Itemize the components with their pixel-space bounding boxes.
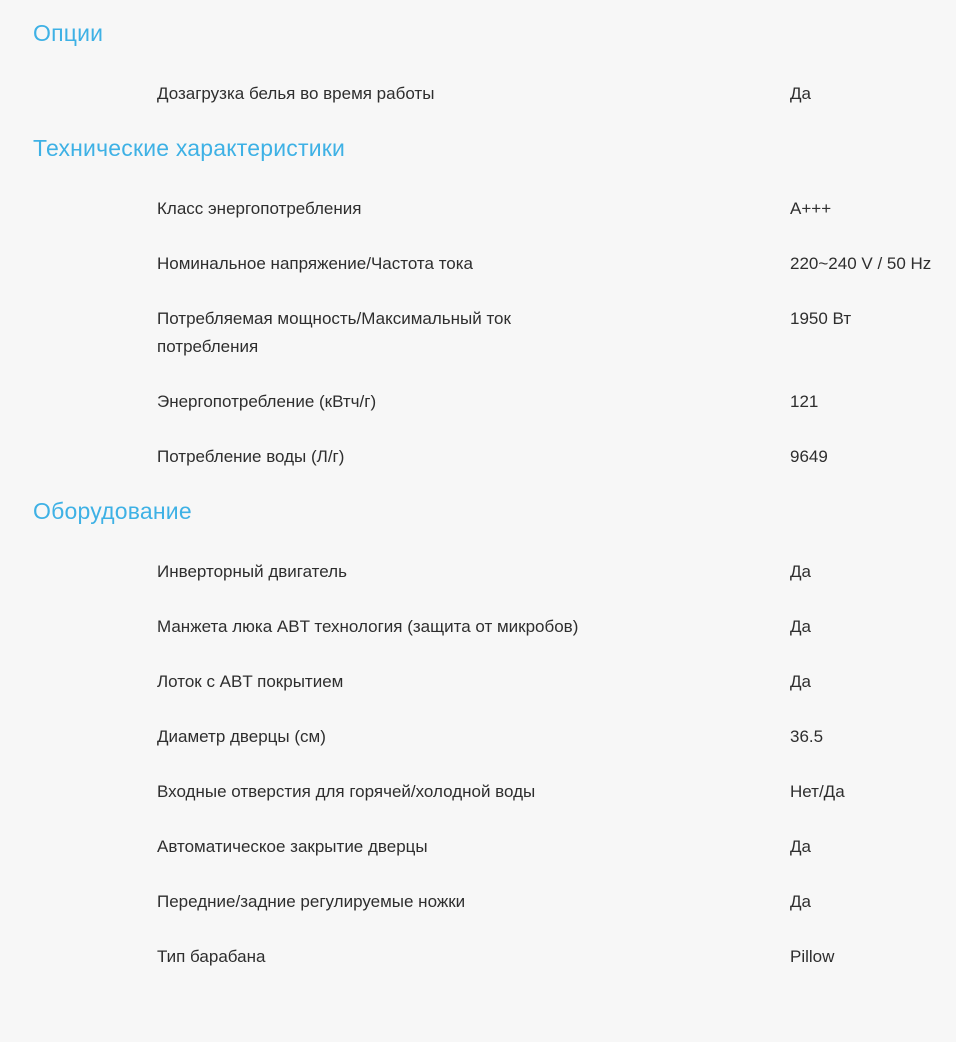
spec-value: Да bbox=[790, 617, 811, 636]
spec-label: Потребление воды (Л/г) bbox=[157, 447, 345, 466]
spec-label: Энергопотребление (кВтч/г) bbox=[157, 392, 377, 411]
section-title: Оборудование bbox=[33, 498, 192, 524]
spec-row bbox=[33, 833, 956, 861]
spec-row bbox=[33, 943, 956, 971]
spec-label: Передние/задние регулируемые ножки bbox=[157, 892, 466, 911]
spec-label: Автоматическое закрытие дверцы bbox=[157, 837, 428, 856]
spec-row bbox=[33, 613, 956, 641]
spec-row bbox=[33, 723, 956, 751]
spec-row bbox=[33, 888, 956, 916]
section-options bbox=[33, 20, 956, 108]
spec-row bbox=[33, 388, 956, 416]
spec-row bbox=[33, 668, 956, 696]
spec-value: 9649 bbox=[790, 447, 828, 466]
section-title: Опции bbox=[33, 20, 104, 46]
spec-row bbox=[33, 305, 956, 361]
spec-value: 121 bbox=[790, 392, 819, 411]
spec-label: Манжета люка ABT технология (защита от микробов) bbox=[157, 617, 579, 636]
spec-row bbox=[33, 250, 956, 278]
spec-label: Диаметр дверцы (см) bbox=[157, 727, 326, 746]
spec-label: Дозагрузка белья во время работы bbox=[157, 84, 435, 103]
spec-row bbox=[33, 443, 956, 471]
section-equipment bbox=[33, 498, 956, 971]
spec-value: 220~240 V / 50 Hz bbox=[790, 254, 932, 273]
spec-row bbox=[33, 778, 956, 806]
spec-value: Pillow bbox=[790, 947, 835, 966]
spec-label: Потребляемая мощность/Максимальный ток потребления bbox=[157, 309, 511, 356]
spec-label: Номинальное напряжение/Частота тока bbox=[157, 254, 474, 273]
spec-value: Нет/Да bbox=[790, 782, 845, 801]
spec-label: Входные отверстия для горячей/холодной воды bbox=[157, 782, 536, 801]
section-title: Технические характеристики bbox=[33, 135, 346, 161]
spec-value: 36.5 bbox=[790, 727, 824, 746]
spec-label: Тип барабана bbox=[157, 947, 266, 966]
spec-value: 1950 Вт bbox=[790, 309, 852, 328]
spec-value: Да bbox=[790, 837, 811, 856]
spec-value: Да bbox=[790, 672, 811, 691]
spec-value: Да bbox=[790, 562, 811, 581]
section-technical-specs bbox=[33, 135, 956, 471]
spec-label: Класс энергопотребления bbox=[157, 199, 362, 218]
spec-label: Лоток с ABT покрытием bbox=[157, 672, 344, 691]
spec-row bbox=[33, 558, 956, 586]
spec-value: Да bbox=[790, 892, 811, 911]
spec-value: Да bbox=[790, 84, 811, 103]
spec-row bbox=[33, 80, 956, 108]
spec-value: A+++ bbox=[790, 199, 832, 218]
spec-row bbox=[33, 195, 956, 223]
spec-label: Инверторный двигатель bbox=[157, 562, 347, 581]
